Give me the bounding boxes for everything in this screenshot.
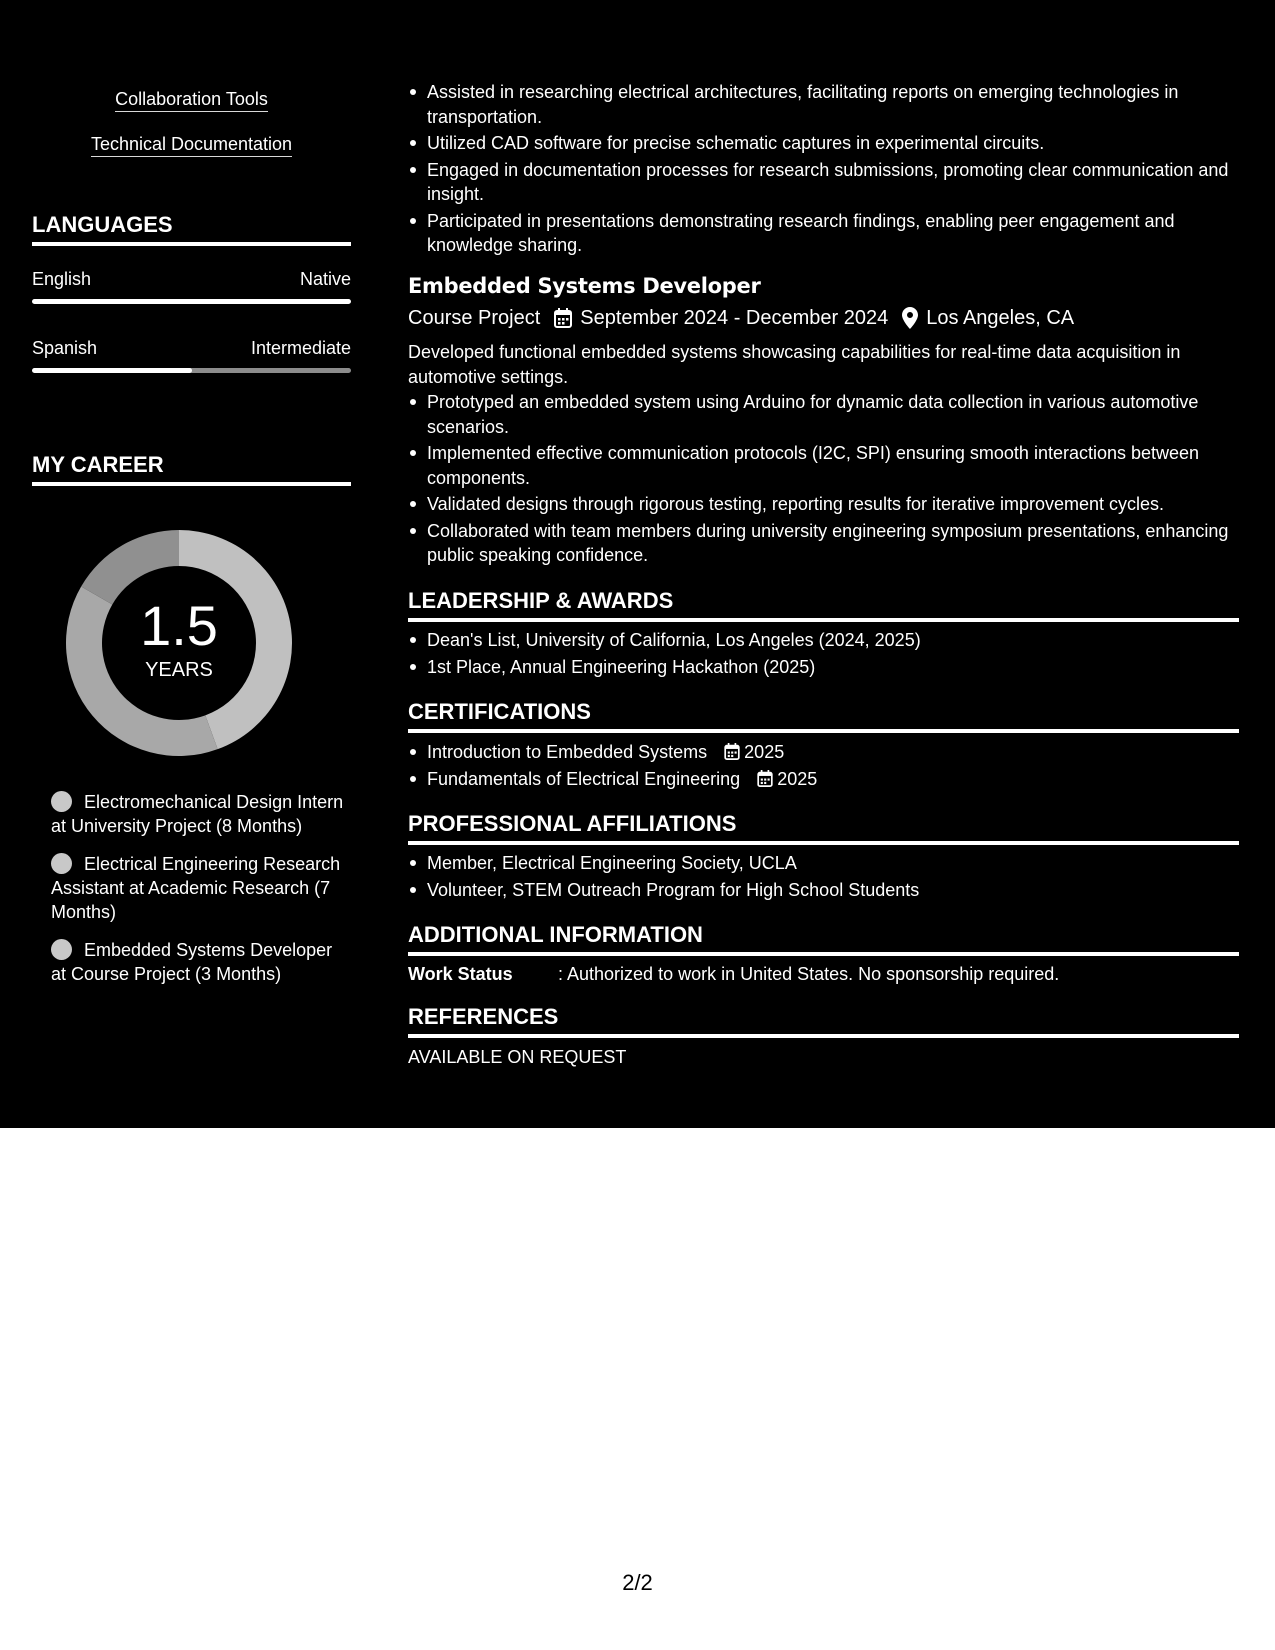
calendar-icon — [724, 743, 740, 760]
work-status-value: : Authorized to work in United States. No sponsorship required. — [558, 964, 1060, 984]
languages-heading: LANGUAGES — [32, 212, 351, 246]
previous-job-bullets — [408, 80, 1239, 260]
list-item: Validated designs through rigorous testing, reporting results for iterative improvement cycles. — [408, 492, 1239, 517]
list-item — [408, 767, 1239, 792]
list-item: Utilized CAD software for precise schematic captures in experimental circuits. — [408, 131, 1239, 156]
work-status-row — [408, 962, 1059, 986]
list-item — [408, 740, 1239, 765]
job-meta — [408, 305, 1074, 331]
work-status-label: Work Status — [408, 964, 513, 984]
job-location: Los Angeles, CA — [926, 307, 1075, 329]
language-proficiency-bar — [32, 299, 351, 304]
list-item: Implemented effective communication protocols (I2C, SPI) ensuring smooth interactions between components. — [408, 441, 1239, 490]
job-bullets — [408, 390, 1239, 570]
certification-year: 2025 — [777, 768, 818, 789]
career-legend-item: Embedded Systems Developer at Course Project (3 Months) — [51, 940, 333, 984]
references-heading: REFERENCES — [408, 1004, 1239, 1038]
leadership-list — [408, 628, 1239, 681]
affiliations-list — [408, 851, 1239, 904]
job-company: Course Project — [408, 307, 541, 329]
leadership-heading: LEADERSHIP & AWARDS — [408, 588, 1239, 622]
proficiency-fill — [32, 299, 351, 304]
additional-info-heading: ADDITIONAL INFORMATION — [408, 922, 1239, 956]
language-row — [32, 337, 351, 359]
list-item: Dean's List, University of California, Los Angeles (2024, 2025) — [408, 628, 1239, 653]
language-proficiency-bar — [32, 368, 351, 373]
affiliations-heading: PROFESSIONAL AFFILIATIONS — [408, 811, 1239, 845]
list-item: Assisted in researching electrical architectures, facilitating reports on emerging technologies in transportation. — [408, 80, 1239, 129]
certification-name: Fundamentals of Electrical Engineering — [427, 768, 741, 789]
list-item: Collaborated with team members during university engineering symposium presentations, enhancing public speaking confidence. — [408, 519, 1239, 568]
career-heading: MY CAREER — [32, 452, 351, 486]
legend-dot — [51, 791, 72, 812]
career-legend-item: Electrical Engineering Research Assistant at Academic Research (7 Months) — [51, 854, 341, 922]
language-level: Intermediate — [250, 338, 351, 358]
language-name: English — [32, 269, 92, 289]
calendar-icon — [757, 770, 773, 787]
job-title: Embedded Systems Developer — [408, 274, 761, 298]
job-description: Developed functional embedded systems showcasing capabilities for real-time data acquisition in automotive settings. — [408, 342, 1181, 387]
list-item: Member, Electrical Engineering Society, UCLA — [408, 851, 1239, 876]
certifications-list — [408, 740, 1239, 793]
career-total-value: 1.5 — [140, 594, 218, 657]
certification-name: Introduction to Embedded Systems — [427, 742, 708, 762]
language-row — [32, 268, 351, 290]
calendar-icon — [554, 308, 572, 328]
legend-dot — [51, 939, 72, 960]
language-level: Native — [299, 269, 351, 289]
certifications-heading: CERTIFICATIONS — [408, 699, 1239, 733]
certification-year: 2025 — [744, 742, 785, 762]
list-item: Engaged in documentation processes for research submissions, promoting clear communication and insight. — [408, 158, 1239, 207]
career-legend-item: Electromechanical Design Intern at University Project (8 Months) — [51, 792, 344, 836]
proficiency-fill — [32, 368, 192, 373]
list-item: Participated in presentations demonstrating research findings, enabling peer engagement and knowledge sharing. — [408, 209, 1239, 258]
references-text: AVAILABLE ON REQUEST — [408, 1047, 627, 1067]
page-number: 2/2 — [622, 1570, 653, 1595]
list-item: Volunteer, STEM Outreach Program for High School Students — [408, 878, 1239, 903]
career-total-unit: YEARS — [145, 659, 213, 681]
job-dates: September 2024 - December 2024 — [580, 307, 889, 329]
career-total — [66, 530, 292, 756]
legend-dot — [51, 853, 72, 874]
list-item: 1st Place, Annual Engineering Hackathon (2025) — [408, 655, 1239, 680]
skill-tag: Collaboration Tools — [32, 88, 351, 110]
list-item: Prototyped an embedded system using Arduino for dynamic data collection in various automotive scenarios. — [408, 390, 1239, 439]
skill-tag: Technical Documentation — [32, 133, 351, 155]
career-legend — [51, 790, 351, 1000]
language-name: Spanish — [32, 338, 98, 358]
map-pin-icon — [902, 307, 918, 329]
